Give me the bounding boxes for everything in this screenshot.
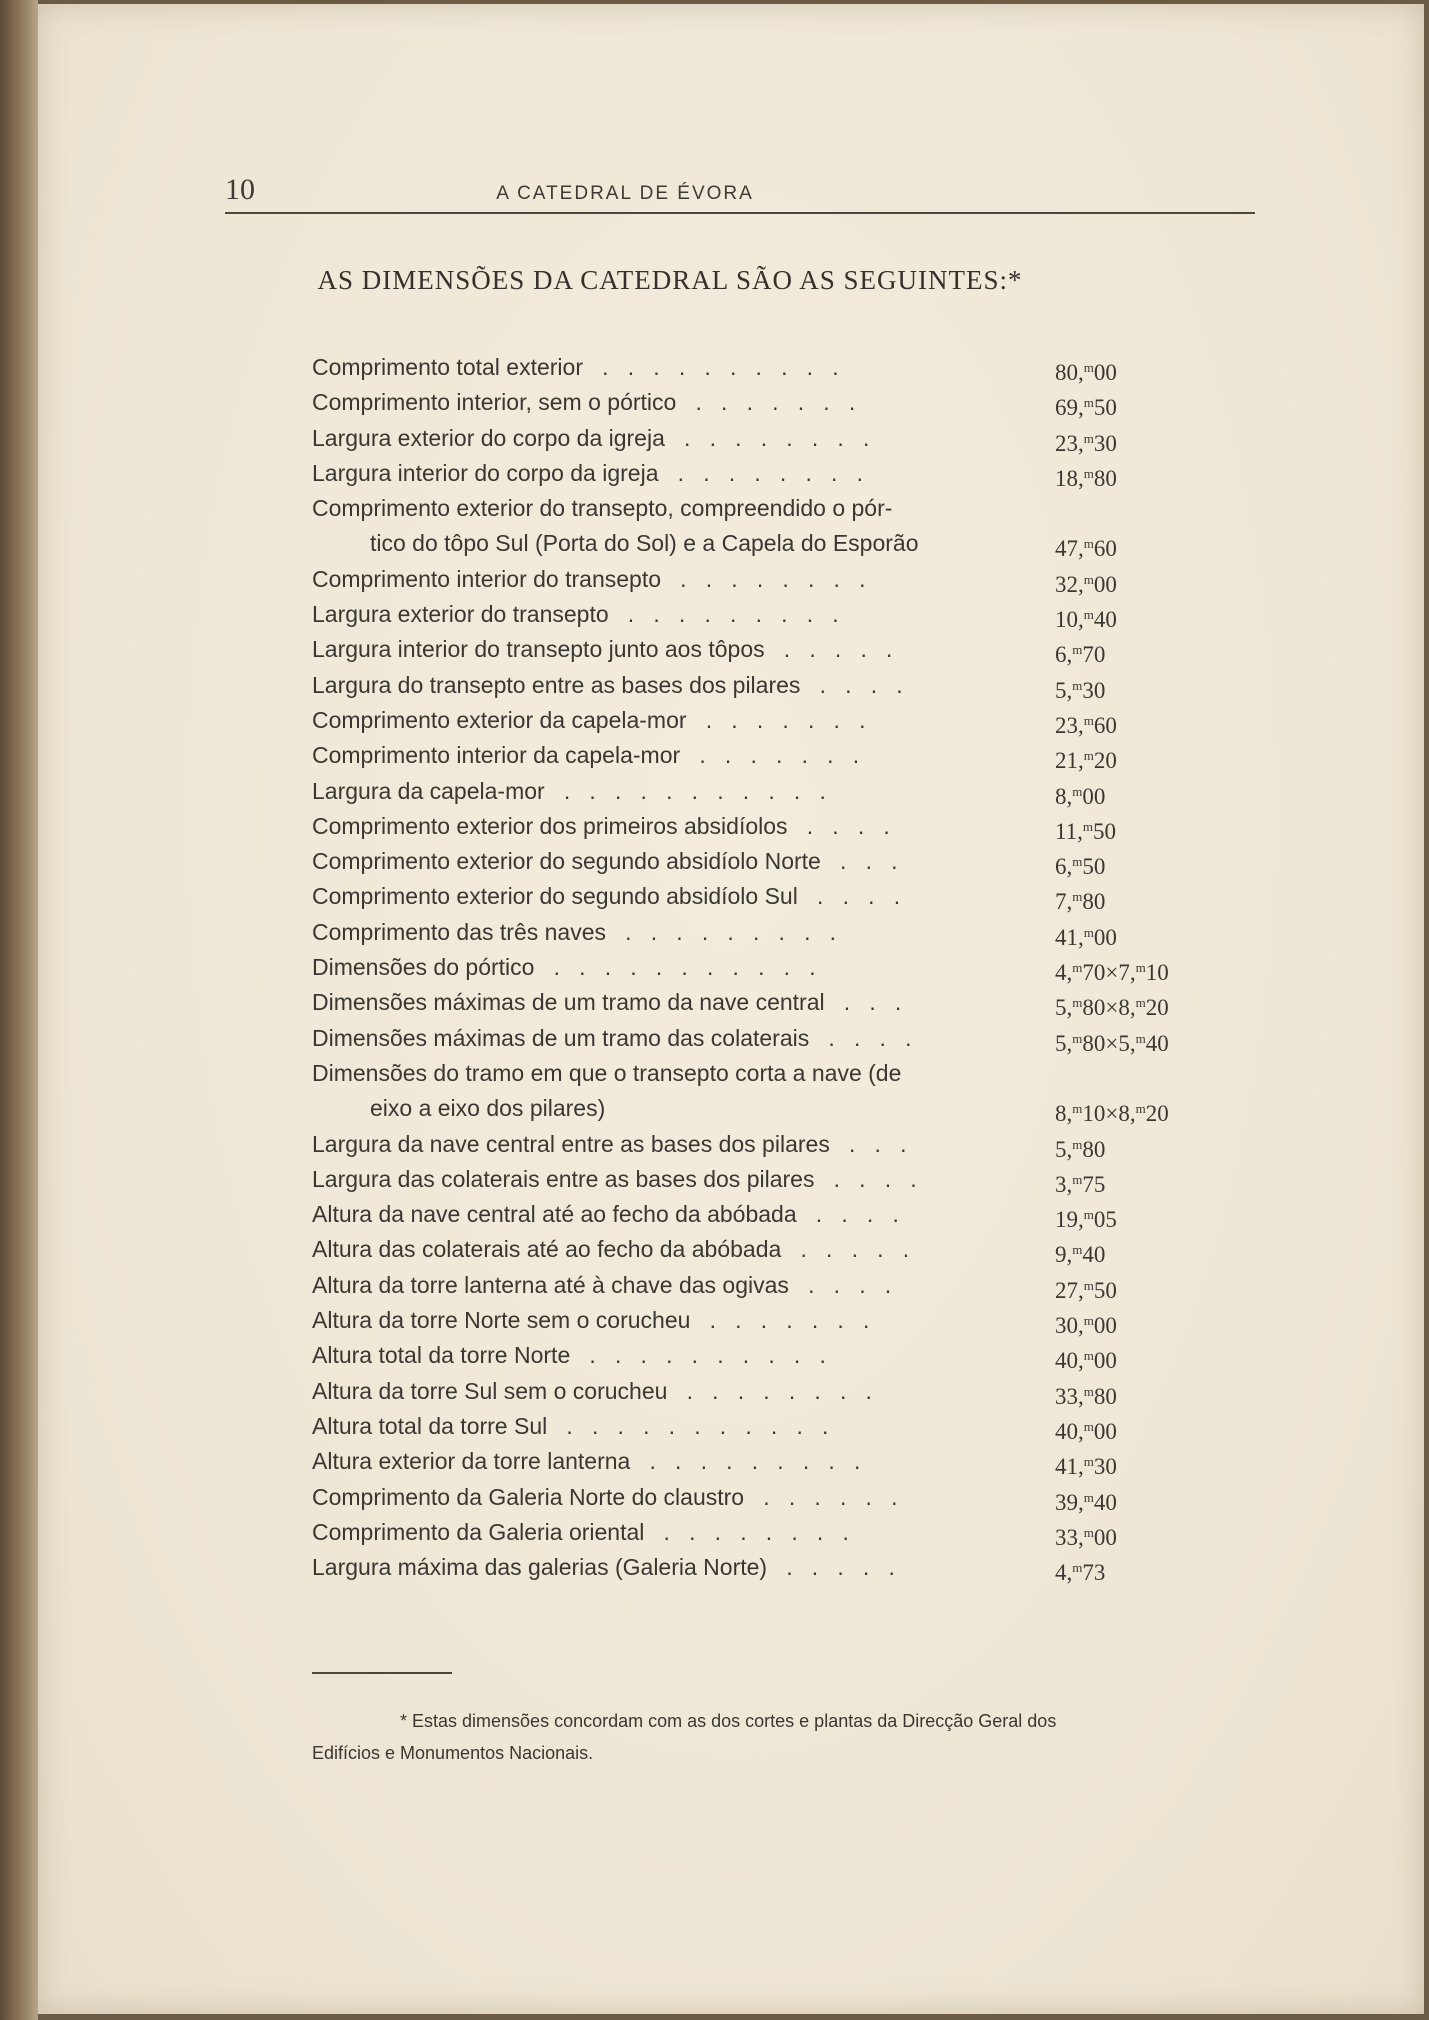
footnote	[312, 1705, 1212, 1769]
dimension-value	[1055, 668, 1105, 708]
dimension-row	[312, 1374, 1212, 1409]
dimension-value	[1055, 1268, 1117, 1308]
dimension-value	[1055, 1374, 1117, 1414]
value-part: 41,	[1055, 924, 1084, 950]
dimension-value	[1055, 1162, 1105, 1202]
dimension-row	[312, 1268, 1212, 1303]
dimension-label	[312, 703, 972, 738]
leader-dots: . . . . .	[764, 636, 893, 663]
unit-superscript: m	[1135, 1101, 1146, 1117]
footnote-line: * Estas dimensões concordam com as dos cortes e plantas da Direcção Geral dos	[400, 1711, 1057, 1731]
value-part: 41,	[1055, 1454, 1084, 1480]
value-part: 23,	[1055, 430, 1084, 456]
dimension-value	[1055, 1303, 1117, 1343]
value-part: 8,	[1055, 1101, 1073, 1127]
value-part: 05	[1093, 1207, 1117, 1233]
value-part: 5,	[1055, 995, 1073, 1021]
dimension-label-text: Largura exterior do corpo da igreja . . . . . . . .	[312, 424, 870, 451]
dimension-label	[312, 1268, 972, 1303]
value-part: 33,	[1055, 1383, 1084, 1409]
unit-superscript: m	[1083, 395, 1094, 411]
leader-dots: . . . . . . . . . .	[570, 1342, 826, 1369]
dimension-value	[1055, 1515, 1117, 1555]
dimension-label	[312, 1127, 972, 1162]
dimension-value	[1055, 421, 1117, 461]
value-part: 00	[1093, 360, 1117, 385]
dimension-label-text: Largura das colaterais entre as bases dos pilares . . . .	[312, 1165, 917, 1192]
dimension-row	[312, 1021, 1212, 1056]
dimension-label-text: Comprimento exterior do segundo absidíolo Sul . . . .	[312, 883, 901, 910]
dimension-label-text: Largura exterior do transepto . . . . . . . . .	[312, 601, 839, 628]
dimension-value	[1055, 456, 1117, 496]
value-part: 6,	[1055, 642, 1073, 668]
leader-dots: . . . . . . . .	[644, 1518, 849, 1545]
value-part: 80,	[1055, 360, 1084, 385]
value-part: 40	[1093, 1489, 1117, 1515]
dimension-value	[1055, 950, 1169, 990]
dimension-label-text: Comprimento exterior do transepto, compreendido o pór-	[312, 495, 893, 522]
unit-superscript: m	[1072, 995, 1083, 1011]
value-part: 11,	[1055, 818, 1083, 844]
value-part: 27,	[1055, 1277, 1084, 1303]
dimension-row	[312, 421, 1212, 456]
unit-superscript: m	[1072, 1101, 1083, 1117]
dimension-label-text: Comprimento interior, sem o pórtico . . . . . . .	[312, 389, 856, 416]
dimension-label	[312, 562, 972, 597]
leader-dots: . . . .	[796, 1201, 899, 1228]
leader-dots: . . . . . . .	[690, 1307, 870, 1334]
dimension-row	[312, 950, 1212, 985]
dimension-row	[312, 1303, 1212, 1338]
dimension-label-text: Comprimento exterior dos primeiros absidíolos . . . .	[312, 812, 890, 839]
value-part: 4,	[1055, 1560, 1073, 1586]
dimension-label-text: Comprimento interior da capela-mor . . . . . . .	[312, 742, 860, 769]
unit-superscript: m	[1083, 1277, 1094, 1293]
value-part: 80	[1093, 465, 1117, 491]
value-part: 20	[1145, 1101, 1169, 1127]
dimension-label	[312, 1374, 972, 1409]
value-part: 73	[1082, 1560, 1106, 1586]
dimension-label	[312, 350, 972, 385]
unit-superscript: m	[1083, 1524, 1094, 1540]
value-part: 00	[1093, 1313, 1117, 1339]
value-part: 40,	[1055, 1348, 1084, 1374]
value-part: 00	[1093, 924, 1117, 950]
leader-dots: . . .	[820, 848, 898, 875]
dimension-value	[1055, 1021, 1169, 1061]
dimension-label-text: Largura máxima das galerias (Galeria Norte) . . . . .	[312, 1554, 895, 1581]
unit-superscript: m	[1072, 1030, 1083, 1046]
leader-dots: . . . . . . . . . . .	[534, 954, 816, 981]
dimension-label-text: Largura interior do transepto junto aos tôpos . . . . .	[312, 636, 893, 663]
dimension-label-text: Largura do transepto entre as bases dos pilares . . . .	[312, 671, 903, 698]
value-part: 30	[1082, 677, 1106, 703]
dimension-row	[312, 879, 1212, 914]
dimension-label-text: Comprimento interior do transepto . . . . . . . .	[312, 565, 866, 592]
dimension-row	[312, 1056, 1212, 1127]
dimension-label-text: Dimensões máximas de um tramo da nave central . . .	[312, 989, 902, 1016]
value-part: 40	[1145, 1030, 1169, 1056]
leader-dots: . . . . . . . . . .	[583, 354, 839, 380]
dimension-label-text: Altura da torre Sul sem o corucheu . . . . . . . .	[312, 1377, 872, 1404]
page-number: 10	[225, 173, 255, 206]
dimension-value	[1055, 526, 1117, 566]
leader-dots: . . . .	[809, 1024, 912, 1051]
leader-dots: . . . . . . . . .	[608, 601, 839, 628]
dimension-label-text: Comprimento das três naves . . . . . . . . .	[312, 918, 837, 945]
leader-dots: . . .	[829, 1130, 907, 1157]
unit-superscript: m	[1072, 677, 1083, 693]
dimension-label	[312, 1056, 972, 1127]
value-part: 20	[1145, 995, 1169, 1021]
dimension-row	[312, 703, 1212, 738]
value-part: 80	[1082, 889, 1106, 915]
dimension-label-continuation: tico do tôpo Sul (Porta do Sol) e a Capela do Esporão	[370, 530, 919, 557]
dimension-label-text: Comprimento total exterior . . . . . . . . . .	[312, 354, 839, 380]
unit-superscript: m	[1135, 995, 1146, 1011]
dimension-value	[1055, 738, 1117, 778]
value-part: 30	[1093, 430, 1117, 456]
unit-superscript: m	[1083, 360, 1094, 375]
value-part: 50	[1082, 854, 1106, 880]
footnote-line: Edifícios e Monumentos Nacionais.	[312, 1743, 594, 1763]
footnote-rule	[312, 1672, 452, 1674]
value-part: 6,	[1055, 854, 1073, 880]
unit-superscript: m	[1083, 465, 1094, 481]
value-part: 5,	[1055, 1136, 1073, 1162]
dimension-row	[312, 1162, 1212, 1197]
unit-superscript: m	[1083, 536, 1094, 552]
dimension-label	[312, 844, 972, 879]
dimension-value	[1055, 1409, 1117, 1449]
value-part: 9,	[1055, 1242, 1073, 1268]
unit-superscript: m	[1072, 1242, 1083, 1258]
dimension-row	[312, 1127, 1212, 1162]
dimension-value	[1055, 385, 1117, 425]
leader-dots: . . . .	[787, 812, 890, 839]
leader-dots: . . . . . . . .	[658, 459, 863, 486]
leader-dots: . . . . . . .	[680, 742, 860, 769]
value-part: 80	[1093, 1383, 1117, 1409]
value-part: 21,	[1055, 748, 1084, 774]
dimension-label	[312, 1232, 972, 1267]
leader-dots: . . . .	[814, 1165, 917, 1192]
dimension-label-text: Largura interior do corpo da igreja . . . . . . . .	[312, 459, 863, 486]
book-binding-edge	[0, 0, 38, 2020]
value-part: 18,	[1055, 465, 1084, 491]
dimension-label-text: Comprimento exterior da capela-mor . . . . . . .	[312, 706, 866, 733]
dimension-label-text: Comprimento da Galeria oriental . . . . . . . .	[312, 1518, 849, 1545]
dimension-value	[1055, 632, 1105, 672]
dimension-label	[312, 385, 972, 420]
dimension-value	[1055, 774, 1105, 814]
dimension-label	[312, 809, 972, 844]
dimension-value	[1055, 1127, 1105, 1167]
dimension-label	[312, 774, 972, 809]
dimension-row	[312, 844, 1212, 879]
dimension-label-text: Dimensões do pórtico . . . . . . . . . . .	[312, 954, 816, 981]
dimension-value	[1055, 597, 1117, 637]
value-part: 20	[1093, 748, 1117, 774]
value-part: 8,	[1055, 783, 1073, 809]
unit-superscript: m	[1072, 1560, 1083, 1576]
dimension-row	[312, 1232, 1212, 1267]
page-header	[225, 170, 1255, 214]
unit-superscript: m	[1072, 1136, 1083, 1152]
unit-superscript: m	[1083, 1454, 1094, 1470]
dimension-label	[312, 491, 972, 562]
dimension-label	[312, 1197, 972, 1232]
dimension-label-text: Comprimento da Galeria Norte do claustro . . . . . .	[312, 1483, 898, 1510]
running-title: A CATEDRAL DE ÉVORA	[496, 183, 754, 204]
value-part: 39,	[1055, 1489, 1084, 1515]
value-part: 3,	[1055, 1171, 1073, 1197]
value-part: 10,	[1055, 607, 1084, 633]
value-part: 32,	[1055, 571, 1084, 597]
dimension-label	[312, 1338, 972, 1373]
dimension-value	[1055, 1480, 1117, 1520]
value-part: 50	[1093, 395, 1117, 421]
value-part: 80×8,	[1082, 995, 1136, 1021]
unit-superscript: m	[1083, 1489, 1094, 1505]
dimension-row	[312, 809, 1212, 844]
value-part: 10	[1145, 960, 1169, 986]
dimension-value	[1055, 1091, 1169, 1131]
dimension-value	[1055, 1550, 1105, 1590]
dimension-label-text: Altura das colaterais até ao fecho da abóbada . . . . .	[312, 1236, 910, 1263]
leader-dots: . . . . . . . .	[664, 424, 870, 451]
value-part: 40	[1093, 607, 1117, 633]
dimension-value	[1055, 844, 1105, 884]
dimension-label	[312, 668, 972, 703]
dimension-row	[312, 1338, 1212, 1373]
unit-superscript: m	[1135, 1030, 1146, 1046]
unit-superscript: m	[1083, 712, 1094, 728]
unit-superscript: m	[1083, 1348, 1094, 1364]
leader-dots: . . . .	[797, 883, 901, 910]
dimension-row	[312, 1444, 1212, 1479]
dimension-label-text: Altura da torre Norte sem o corucheu . . . . . . .	[312, 1307, 870, 1334]
dimension-label	[312, 1021, 972, 1056]
value-part: 50	[1093, 818, 1117, 844]
dimension-label-continuation: eixo a eixo dos pilares)	[370, 1095, 606, 1122]
leader-dots: . . . . . . . . .	[606, 918, 837, 945]
leader-dots: . . . . . . . . . . .	[547, 1412, 829, 1439]
dimension-label-text: Altura exterior da torre lanterna . . . . . . . . .	[312, 1448, 861, 1475]
dimension-row	[312, 985, 1212, 1020]
dimension-value	[1055, 809, 1116, 849]
dimension-value	[1055, 1232, 1105, 1272]
dimension-label	[312, 879, 972, 914]
dimension-value	[1055, 562, 1117, 602]
dimension-label	[312, 985, 972, 1020]
value-part: 4,	[1055, 960, 1073, 986]
value-part: 19,	[1055, 1207, 1084, 1233]
value-part: 50	[1093, 1277, 1117, 1303]
value-part: 5,	[1055, 677, 1073, 703]
value-part: 00	[1082, 783, 1106, 809]
unit-superscript: m	[1083, 571, 1094, 587]
value-part: 69,	[1055, 395, 1084, 421]
unit-superscript: m	[1083, 1207, 1094, 1223]
dimension-label	[312, 456, 972, 491]
dimension-value	[1055, 1197, 1117, 1237]
dimension-value	[1055, 915, 1117, 955]
dimension-row	[312, 350, 1212, 385]
value-part: 30,	[1055, 1313, 1084, 1339]
dimension-value	[1055, 350, 1117, 390]
unit-superscript: m	[1072, 960, 1083, 976]
dimension-label-text: Altura total da torre Norte . . . . . . . . . .	[312, 1342, 826, 1369]
section-title: AS DIMENSÕES DA CATEDRAL SÃO AS SEGUINTES:*	[317, 265, 1023, 295]
leader-dots: . . . .	[800, 671, 903, 698]
dimension-row	[312, 632, 1212, 667]
unit-superscript: m	[1072, 889, 1083, 905]
leader-dots: . . . . .	[781, 1236, 910, 1263]
unit-superscript: m	[1083, 924, 1094, 940]
dimension-label	[312, 1515, 972, 1550]
dimension-label	[312, 1550, 972, 1585]
leader-dots: . . . . . . . . .	[630, 1448, 861, 1475]
dimensions-list	[312, 350, 1212, 1585]
leader-dots: . . . . . . .	[676, 389, 856, 416]
dimension-label-text: Altura da torre lanterna até à chave das ogivas . . . .	[312, 1271, 892, 1298]
dimension-row	[312, 385, 1212, 420]
value-part: 10×8,	[1082, 1101, 1136, 1127]
leader-dots: . . . . . . . . . . .	[544, 777, 826, 804]
unit-superscript: m	[1082, 818, 1094, 834]
value-part: 70×7,	[1082, 960, 1136, 986]
dimension-value	[1055, 985, 1169, 1025]
value-part: 60	[1093, 712, 1117, 738]
unit-superscript: m	[1072, 854, 1083, 870]
dimension-value	[1055, 703, 1117, 743]
dimension-row	[312, 1409, 1212, 1444]
dimension-label	[312, 597, 972, 632]
dimension-row	[312, 491, 1212, 562]
dimension-row	[312, 668, 1212, 703]
header-rule	[225, 212, 1255, 214]
dimension-label-text: Dimensões do tramo em que o transepto corta a nave (de	[312, 1059, 902, 1086]
unit-superscript: m	[1083, 748, 1094, 764]
dimension-label	[312, 421, 972, 456]
dimension-label	[312, 1303, 972, 1338]
dimension-row	[312, 738, 1212, 773]
dimension-row	[312, 1550, 1212, 1585]
dimension-label-text: Dimensões máximas de um tramo das colaterais . . . .	[312, 1024, 912, 1051]
value-part: 23,	[1055, 712, 1084, 738]
value-part: 5,	[1055, 1030, 1073, 1056]
dimension-row	[312, 1197, 1212, 1232]
leader-dots: . . . . . . .	[686, 706, 866, 733]
dimension-value	[1055, 1338, 1117, 1378]
value-part: 70	[1082, 642, 1106, 668]
dimension-row	[312, 597, 1212, 632]
value-part: 40	[1082, 1242, 1106, 1268]
leader-dots: . . . . . .	[744, 1483, 898, 1510]
dimension-row	[312, 1480, 1212, 1515]
value-part: 00	[1093, 1524, 1117, 1550]
unit-superscript: m	[1083, 607, 1094, 623]
value-part: 80×5,	[1082, 1030, 1136, 1056]
leader-dots: . . .	[824, 989, 902, 1016]
dimension-row	[312, 456, 1212, 491]
unit-superscript: m	[1135, 960, 1146, 976]
leader-dots: . . . .	[788, 1271, 892, 1298]
unit-superscript: m	[1072, 642, 1083, 658]
value-part: 47,	[1055, 536, 1084, 562]
value-part: 00	[1093, 571, 1117, 597]
value-part: 7,	[1055, 889, 1073, 915]
dimension-label	[312, 632, 972, 667]
dimension-label	[312, 915, 972, 950]
value-part: 33,	[1055, 1524, 1084, 1550]
dimension-label	[312, 950, 972, 985]
dimension-label	[312, 1480, 972, 1515]
value-part: 75	[1082, 1171, 1106, 1197]
dimension-value	[1055, 1444, 1117, 1484]
dimension-row	[312, 1515, 1212, 1550]
unit-superscript: m	[1083, 1383, 1094, 1399]
value-part: 40,	[1055, 1418, 1084, 1444]
dimension-label-text: Altura da nave central até ao fecho da abóbada . . . .	[312, 1201, 899, 1228]
value-part: 00	[1093, 1418, 1117, 1444]
dimension-value	[1055, 879, 1105, 919]
dimension-row	[312, 915, 1212, 950]
dimension-label	[312, 738, 972, 773]
dimension-label-text: Largura da capela-mor . . . . . . . . . . .	[312, 777, 826, 804]
unit-superscript: m	[1072, 1171, 1083, 1187]
leader-dots: . . . . . . . .	[661, 565, 866, 592]
dimension-label	[312, 1162, 972, 1197]
dimension-row	[312, 774, 1212, 809]
value-part: 60	[1093, 536, 1117, 562]
dimension-label	[312, 1444, 972, 1479]
dimension-row	[312, 562, 1212, 597]
dimension-label-text: Largura da nave central entre as bases dos pilares . . .	[312, 1130, 907, 1157]
dimension-label-text: Altura total da torre Sul . . . . . . . . . . .	[312, 1412, 829, 1439]
unit-superscript: m	[1083, 1313, 1094, 1329]
unit-superscript: m	[1083, 1418, 1094, 1434]
leader-dots: . . . . .	[767, 1554, 895, 1581]
value-part: 30	[1093, 1454, 1117, 1480]
leader-dots: . . . . . . . .	[667, 1377, 872, 1404]
dimension-label	[312, 1409, 972, 1444]
value-part: 80	[1082, 1136, 1106, 1162]
value-part: 00	[1093, 1348, 1117, 1374]
unit-superscript: m	[1083, 430, 1094, 446]
dimension-label-text: Comprimento exterior do segundo absidíolo Norte . . .	[312, 848, 898, 875]
unit-superscript: m	[1072, 783, 1083, 799]
